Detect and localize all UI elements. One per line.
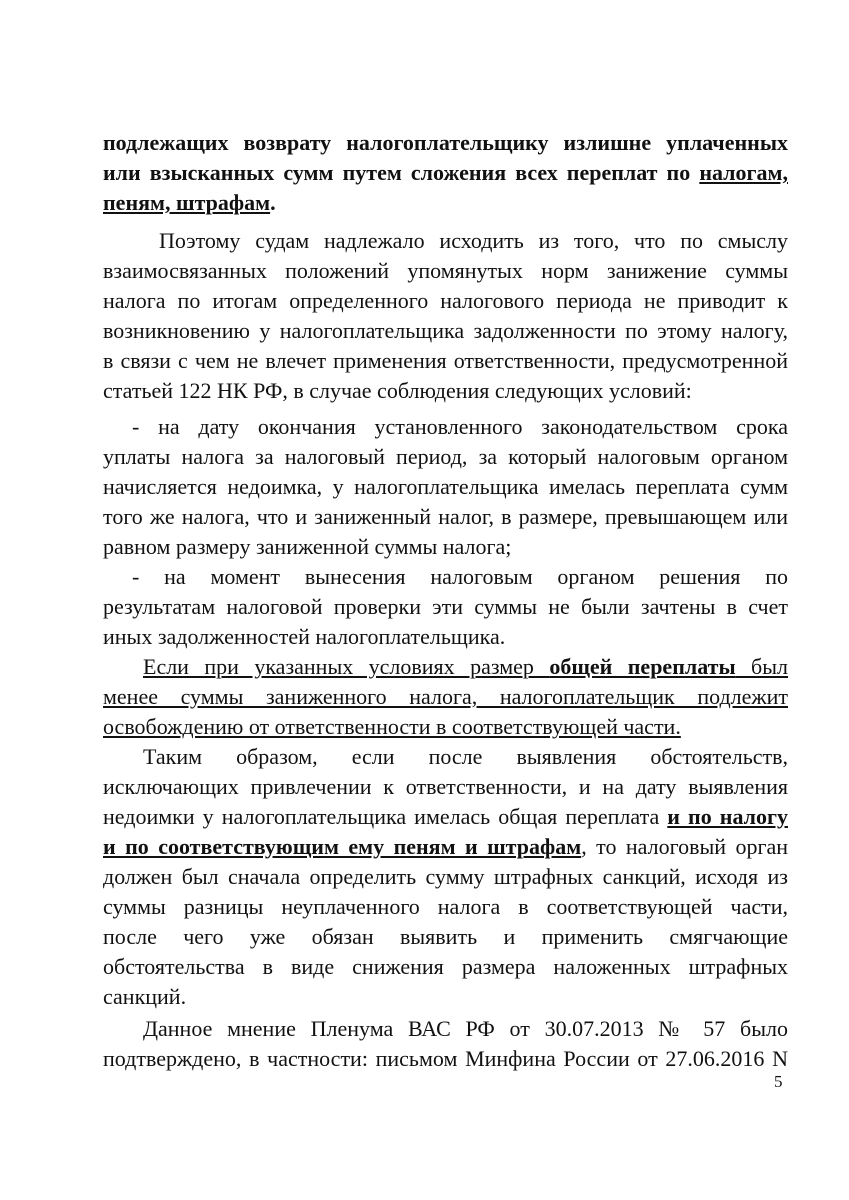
text-line — [103, 862, 788, 892]
text-line — [103, 982, 788, 1012]
text-run: начисляется недоимка, у налогоплательщика имелась переплата сумм — [103, 474, 788, 499]
text-run: Таким образом, если после выявления обстоятельств, — [143, 744, 788, 769]
text-run: и по налогу — [667, 804, 788, 829]
text-run: после чего уже обязан выявить и применить смягчающие — [103, 924, 788, 949]
text-run: статьей 122 НК РФ, в случае соблюдения следующих условий: — [103, 378, 692, 403]
text-line — [103, 952, 788, 982]
text-run: налогам, — [699, 160, 788, 185]
text-run: - на дату окончания установленного законодательством срока — [132, 414, 788, 439]
text-line — [103, 622, 788, 652]
text-run: - на момент вынесения налоговым органом решения по — [132, 564, 788, 589]
text-line — [103, 802, 788, 832]
text-run: того же налога, что и заниженный налог, в размере, превышающем или — [103, 504, 788, 529]
text-run: и по соответствующим ему пеням и штрафам — [103, 834, 582, 859]
text-run: иных задолженностей налогоплательщика. — [103, 624, 506, 649]
text-line — [103, 502, 788, 532]
text-line — [103, 1044, 788, 1074]
text-run: санкций. — [103, 984, 187, 1009]
text-run: общей переплаты — [549, 654, 736, 679]
text-line — [132, 562, 788, 592]
text-line — [103, 316, 788, 346]
text-line — [103, 712, 788, 742]
text-line — [103, 346, 788, 376]
text-run: Данное мнение Пленума ВАС РФ от 30.07.2013 № 57 было — [143, 1016, 788, 1041]
text-run: взаимосвязанных положений упомянутых норм занижение суммы — [103, 258, 788, 283]
text-run: освобождению от ответственности в соответствующей части. — [103, 714, 681, 739]
text-line — [103, 376, 788, 406]
text-line — [103, 832, 788, 862]
text-line — [103, 922, 788, 952]
page-number: 5 — [774, 1072, 783, 1091]
text-run: подтверждено, в частности: письмом Минфина России от 27.06.2016 N — [103, 1046, 788, 1071]
text-line — [103, 472, 788, 502]
text-line — [103, 682, 788, 712]
text-line — [143, 1014, 788, 1044]
text-run: подлежащих возврату налогоплательщику излишне уплаченных — [103, 130, 788, 155]
text-run: налога по итогам определенного налогового периода не приводит к — [103, 288, 788, 313]
text-run: Поэтому судам надлежало исходить из того, что по смыслу — [159, 228, 788, 253]
text-line — [132, 412, 788, 442]
text-run: должен был сначала определить сумму штрафных санкций, исходя из — [103, 864, 788, 889]
text-line — [143, 652, 788, 682]
text-run: недоимки у налогоплательщика имелась общая переплата — [103, 804, 668, 829]
text-line — [103, 128, 788, 158]
text-line — [103, 188, 788, 218]
text-line — [103, 892, 788, 922]
text-line — [103, 256, 788, 286]
text-run: равном размеру заниженной суммы налога; — [103, 534, 512, 559]
text-run: или взысканных сумм путем сложения всех переплат по — [103, 160, 700, 185]
text-run: результатам налоговой проверки эти суммы не были зачтены в счет — [103, 594, 788, 619]
text-run: исключающих привлечении к ответственности, и на дату выявления — [103, 774, 788, 799]
text-run: в связи с чем не влечет применения ответственности, предусмотренной — [103, 348, 788, 373]
text-line — [143, 742, 788, 772]
text-line — [103, 158, 788, 188]
text-run: . — [270, 190, 276, 215]
text-run: уплаты налога за налоговый период, за который налоговым органом — [103, 444, 788, 469]
text-line — [103, 592, 788, 622]
text-run: Если при указанных условиях размер — [143, 654, 550, 679]
text-run: , то налоговый орган — [581, 834, 789, 859]
text-run: возникновению у налогоплательщика задолженности по этому налогу, — [103, 318, 788, 343]
text-line — [103, 772, 788, 802]
text-run: менее суммы заниженного налога, налогоплательщик подлежит — [103, 684, 788, 709]
text-run: суммы разницы неуплаченного налога в соответствующей части, — [103, 894, 788, 919]
text-run: обстоятельства в виде снижения размера наложенных штрафных — [103, 954, 788, 979]
text-run: пеням, штрафам — [103, 190, 271, 215]
text-line — [159, 226, 788, 256]
text-line — [103, 286, 788, 316]
text-line — [103, 442, 788, 472]
text-run: был — [735, 654, 789, 679]
text-line — [103, 532, 788, 562]
